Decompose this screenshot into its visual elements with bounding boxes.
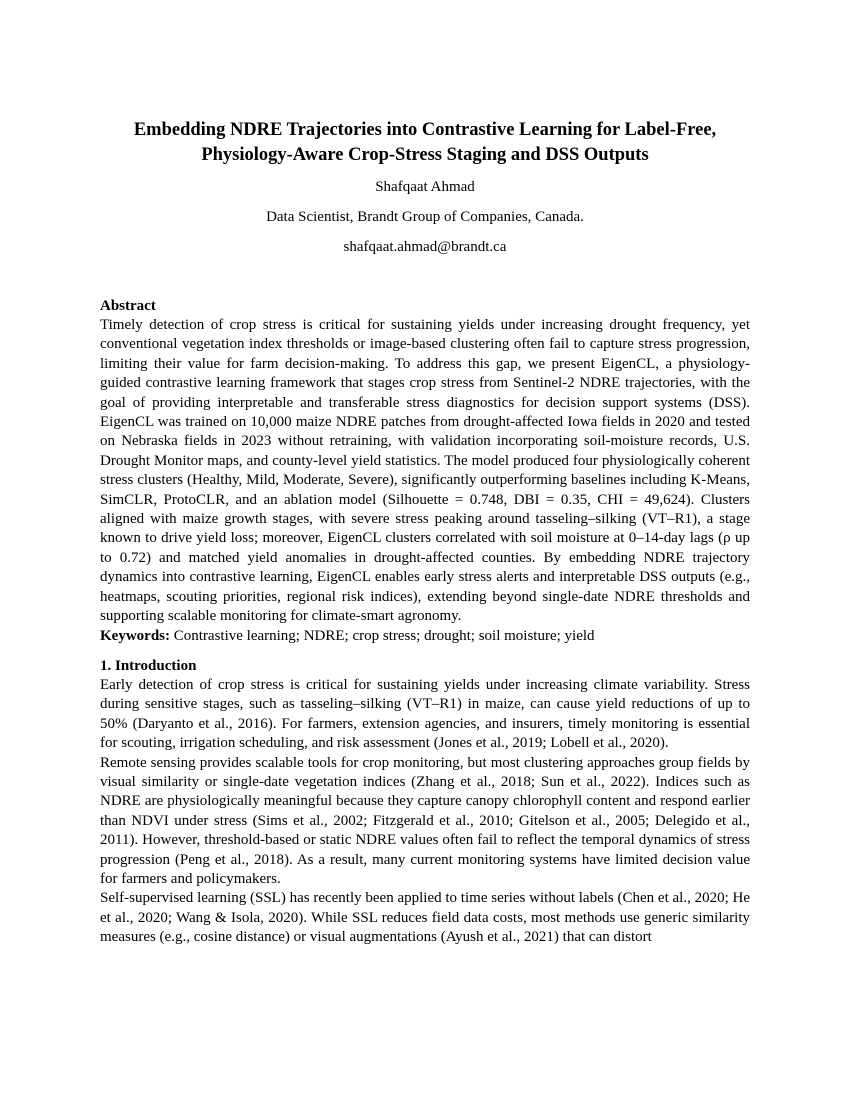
introduction-heading: 1. Introduction: [100, 657, 197, 674]
introduction-paragraph-1: Early detection of crop stress is critical for sustaining yields under increasing climate variability. Stress during sensitive stages, such as tasseling–silking (VT–R1) in maize, can cause yield reductions of up to 50% (Daryanto et al., 2016). For farmers, extension agencies, and insurers, timely monitoring is essential for scouting, irrigation scheduling, and risk assessment (Jones et al., 2019; Lobell et al., 2020).: [100, 676, 750, 752]
author-affiliation: Data Scientist, Brandt Group of Companies, Canada.: [266, 209, 584, 225]
abstract-heading: Abstract: [100, 298, 156, 314]
paper-page: [100, 118, 750, 948]
author-name: Shafqaat Ahmad: [375, 179, 475, 195]
keywords-text: Contrastive learning; NDRE; crop stress; drought; soil moisture; yield: [170, 627, 595, 644]
keywords-label: Keywords:: [100, 627, 170, 644]
paper-title: [100, 118, 750, 168]
paper-title-line-1: Embedding NDRE Trajectories into Contrastive Learning for Label-Free,: [133, 120, 717, 140]
abstract-text: Timely detection of crop stress is critical for sustaining yields under increasing drought frequency, yet conventional vegetation index thresholds or image-based clustering often fail to capture stress progression, limiting their value for farm decision-making. To address this gap, we present EigenCL, a physiology-guided contrastive learning framework that stages crop stress from Sentinel-2 NDRE trajectories, with the goal of providing interpretable and transferable stress diagnostics for decision support systems (DSS). EigenCL was trained on 10,000 maize NDRE patches from drought-affected Iowa fields in 2020 and tested on Nebraska fields in 2023 without retraining, with validation incorporating soil-moisture records, U.S. Drought Monitor maps, and county-level yield statistics. The model produced four physiologically coherent stress clusters (Healthy, Mild, Moderate, Severe), significantly outperforming baselines including K-Means, SimCLR, ProtoCLR, and an ablation model (Silhouette = 0.748, DBI = 0.35, CHI = 49,624). Clusters aligned with maize growth stages, with severe stress peaking around tasseling–silking (VT–R1), a stage known to drive yield loss; moreover, EigenCL clusters correlated with soil moisture at 0–14-day lags (ρ up to 0.72) and matched yield anomalies in drought-affected counties. By embedding NDRE trajectory dynamics into contrastive learning, EigenCL enables early stress alerts and interpretable DSS outputs (e.g., heatmaps, scouting priorities, regional risk indices), extending beyond single-date NDRE thresholds and supporting scalable monitoring for climate-smart agronomy.: [100, 317, 750, 625]
keywords-line: [100, 627, 750, 646]
paper-title-line-2: Physiology-Aware Crop-Stress Staging and DSS Outputs: [201, 145, 649, 165]
introduction-paragraph-3: Self-supervised learning (SSL) has recently been applied to time series without labels (Chen et al., 2020; He et al., 2020; Wang & Isola, 2020). While SSL reduces field data costs, most methods use generic similarity measures (e.g., cosine distance) or visual augmentations (Ayush et al., 2021) that can distort: [100, 890, 750, 946]
author-email: shafqaat.ahmad@brandt.ca: [343, 239, 507, 255]
introduction-paragraph-2: Remote sensing provides scalable tools for crop monitoring, but most clustering approaches group fields by visual similarity or single-date vegetation indices (Zhang et al., 2018; Sun et al., 2022). Indices such as NDRE are physiologically meaningful because they capture canopy chlorophyll content and respond earlier than NDVI under stress (Sims et al., 2002; Fitzgerald et al., 2010; Gitelson et al., 2005; Delegido et al., 2011). However, threshold-based or static NDRE values often fail to reflect the temporal dynamics of stress progression (Peng et al., 2018). As a result, many current monitoring systems have limited decision value for farmers and policymakers.: [100, 754, 750, 887]
